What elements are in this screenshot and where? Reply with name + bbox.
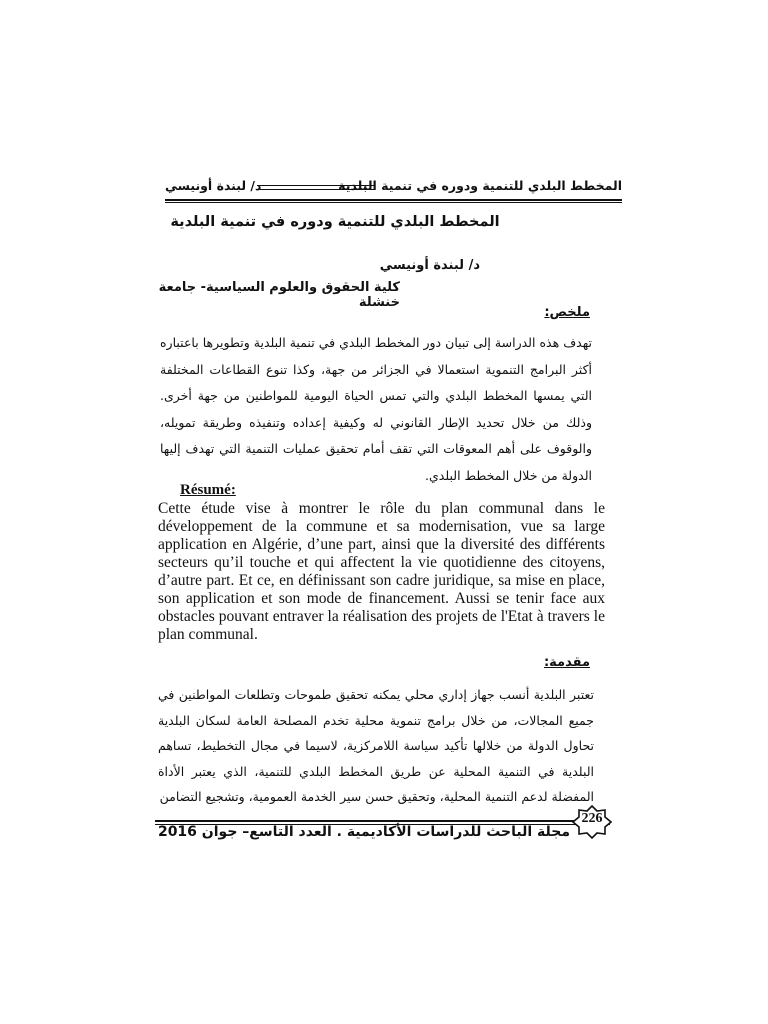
resume-heading: Résumé: [180, 482, 236, 498]
header-rule [165, 199, 622, 201]
summary-text: تهدف هذه الدراسة إلى تبيان دور المخطط البلدي في تنمية البلدية وتطويرها باعتباره أكثر البرامج التنموية استعمالا في الجزائر من جهة، وكذا تنوع القطاعات المختلفة التي يمسها المخطط البلدي والتي تمس الحياة اليومية للمواطنين من جهة أخرى. وذلك من خلال تحديد الإطار القانوني له وكيفية إعداده وتنفيذه وطريقة تمويله، والوقوف على أهم المعوقات التي تقف أمام تحقيق عمليات التنمية التي تهدف إليها الدولة من خلال المخطط البلدي. [160, 335, 592, 483]
header-rule-thin [165, 202, 622, 203]
intro-heading: مقدمة: [543, 655, 590, 670]
running-header [165, 176, 622, 198]
journal-footer: مجلة الباحث للدراسات الأكاديمية . العدد التاسع– جوان 2016 [157, 824, 570, 840]
running-header-title: المخطط البلدي للتنمية ودوره في تنمية البلدية [338, 178, 622, 193]
footer-rule [155, 820, 610, 822]
summary-heading: ملخص: [544, 305, 590, 320]
intro-text: تعتبر البلدية أنسب جهاز إداري محلي يمكنه تحقيق طموحات وتطلعات المواطنين في جميع المجالات، من خلال برامج تنموية محلية تخدم المصلحة العامة لسكان البلدية تحاول الدولة من خلالها تأكيد سياسة اللامركزية، لاسيما في مجال التخطيط، تساهم البلدية في التنمية المحلية عن طريق المخطط البلدي للتنمية، الذي يعتبر الأداة المفضلة لدعم التنمية المحلية، وتحقيق حسن سير الخدمة العمومية، وتشجيع التضامن [158, 687, 594, 804]
article-affiliation: كلية الحقوق والعلوم السياسية- جامعة خنشلة [158, 280, 400, 310]
article-title: المخطط البلدي للتنمية ودوره في تنمية البلدية [170, 214, 500, 230]
running-header-author: د/ لبندة أونيسي [165, 178, 262, 193]
resume-text: Cette étude vise à montrer le rôle du plan communal dans le développement de la commune et sa modernisation, vue sa large application en Algérie, d’une part, ainsi que la diversité des différents secteurs qu’il touche et qui affectent la vie quotidienne des citoyens, d’autre part. Et ce, en définissant son cadre juridique, sa mise en place, son application et son mode de financement. Aussi se tenir face aux obstacles pouvant entraver la réalisation des projets de l'Etat à travers le plan communal. [158, 500, 605, 643]
article-author: د/ لبندة أونيسي [379, 258, 480, 273]
page-number: 226 [581, 811, 603, 826]
